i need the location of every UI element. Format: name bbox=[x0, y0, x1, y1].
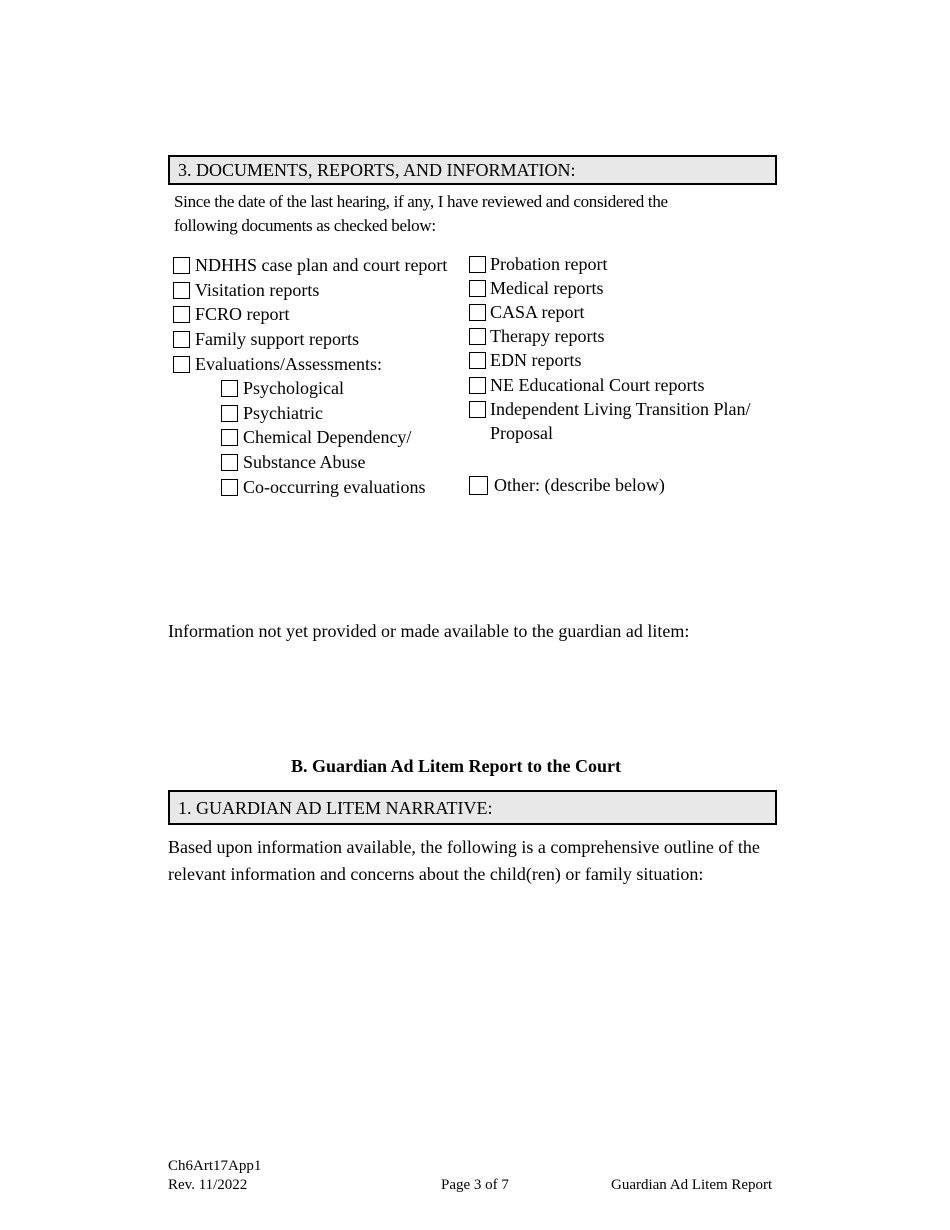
checkbox-box[interactable] bbox=[173, 356, 190, 373]
checkbox-other[interactable] bbox=[469, 475, 665, 495]
checkbox-box[interactable] bbox=[469, 401, 486, 418]
footer-page-number: Page 3 of 7 bbox=[441, 1177, 509, 1193]
checkbox-box[interactable] bbox=[469, 256, 486, 273]
narrative-line-2: relevant information and concerns about the child(ren) or family situation: bbox=[168, 864, 704, 884]
checkbox-medical-reports[interactable] bbox=[469, 278, 603, 298]
checkbox-box[interactable] bbox=[469, 352, 486, 369]
checkbox-label: Medical reports bbox=[490, 278, 604, 298]
checkbox-ne-educational-court-reports[interactable] bbox=[469, 375, 704, 395]
checkbox-box[interactable] bbox=[173, 257, 190, 274]
checkbox-label: Co-occurring evaluations bbox=[243, 477, 426, 497]
checkbox-evaluations-assessments[interactable] bbox=[173, 354, 382, 374]
checkbox-box[interactable] bbox=[221, 454, 238, 471]
checkbox-box[interactable] bbox=[469, 304, 486, 321]
checkbox-probation-report[interactable] bbox=[469, 254, 607, 274]
footer-left bbox=[168, 1157, 261, 1195]
section-3-intro bbox=[174, 190, 668, 238]
checkbox-label: Probation report bbox=[490, 254, 608, 274]
checkbox-chemical-dependency[interactable] bbox=[221, 427, 411, 447]
checkbox-edn-reports[interactable] bbox=[469, 350, 581, 370]
checkbox-box[interactable] bbox=[173, 331, 190, 348]
checkbox-box[interactable] bbox=[469, 280, 486, 297]
checkbox-label: Family support reports bbox=[195, 329, 359, 349]
checkbox-label-group bbox=[490, 397, 751, 445]
checkbox-label: FCRO report bbox=[195, 304, 290, 324]
checkbox-label: Psychiatric bbox=[243, 403, 323, 423]
checkbox-label: EDN reports bbox=[490, 350, 582, 370]
checkbox-co-occurring-evaluations[interactable] bbox=[221, 477, 425, 497]
intro-line-2: following documents as checked below: bbox=[174, 216, 436, 235]
checkbox-psychiatric[interactable] bbox=[221, 403, 323, 423]
checkbox-label: Evaluations/Assessments: bbox=[195, 354, 382, 374]
narrative-line-1: Based upon information available, the following is a comprehensive outline of the bbox=[168, 837, 760, 857]
checkbox-label: NDHHS case plan and court report bbox=[195, 255, 448, 275]
checkbox-label: Therapy reports bbox=[490, 326, 605, 346]
checkbox-psychological[interactable] bbox=[221, 378, 344, 398]
section-3-title: 3. DOCUMENTS, REPORTS, AND INFORMATION: bbox=[178, 160, 576, 180]
checkbox-box[interactable] bbox=[221, 479, 238, 496]
checkbox-family-support-reports[interactable] bbox=[173, 329, 359, 349]
checkbox-box[interactable] bbox=[221, 429, 238, 446]
checkbox-label: CASA report bbox=[490, 302, 585, 322]
checkbox-label: Psychological bbox=[243, 378, 344, 398]
checkbox-label: Visitation reports bbox=[195, 280, 320, 300]
section-3-header bbox=[168, 155, 777, 185]
checkbox-box[interactable] bbox=[221, 380, 238, 397]
checkbox-casa-report[interactable] bbox=[469, 302, 585, 322]
checkbox-box[interactable] bbox=[173, 306, 190, 323]
checkbox-box[interactable] bbox=[469, 377, 486, 394]
footer-rev: Rev. 11/2022 bbox=[168, 1177, 248, 1193]
footer-code: Ch6Art17App1 bbox=[168, 1158, 262, 1174]
checkbox-independent-living[interactable] bbox=[469, 399, 751, 445]
checkbox-label: Independent Living Transition Plan/ bbox=[490, 399, 751, 419]
section-b-heading: B. Guardian Ad Litem Report to the Court bbox=[291, 756, 621, 776]
checkbox-label: NE Educational Court reports bbox=[490, 375, 705, 395]
checkbox-fcro-report[interactable] bbox=[173, 304, 290, 324]
checkbox-ndhhs-case-plan[interactable] bbox=[173, 255, 447, 275]
checkbox-visitation-reports[interactable] bbox=[173, 280, 319, 300]
checkbox-label: Other: (describe below) bbox=[494, 475, 665, 495]
footer-title: Guardian Ad Litem Report bbox=[611, 1177, 773, 1193]
narrative-intro bbox=[168, 834, 760, 888]
checkbox-substance-abuse[interactable] bbox=[221, 452, 365, 472]
checkbox-box[interactable] bbox=[469, 476, 488, 495]
narrative-header bbox=[168, 790, 777, 825]
narrative-title: 1. GUARDIAN AD LITEM NARRATIVE: bbox=[178, 797, 493, 818]
checkbox-box[interactable] bbox=[469, 328, 486, 345]
checkbox-label-continued: Proposal bbox=[490, 423, 553, 443]
not-provided-label: Information not yet provided or made available to the guardian ad litem: bbox=[168, 621, 690, 641]
checkbox-label: Substance Abuse bbox=[243, 452, 366, 472]
checkbox-box[interactable] bbox=[221, 405, 238, 422]
intro-line-1: Since the date of the last hearing, if any, I have reviewed and considered the bbox=[174, 192, 668, 211]
checkbox-label: Chemical Dependency/ bbox=[243, 427, 412, 447]
checkbox-therapy-reports[interactable] bbox=[469, 326, 604, 346]
checkbox-box[interactable] bbox=[173, 282, 190, 299]
